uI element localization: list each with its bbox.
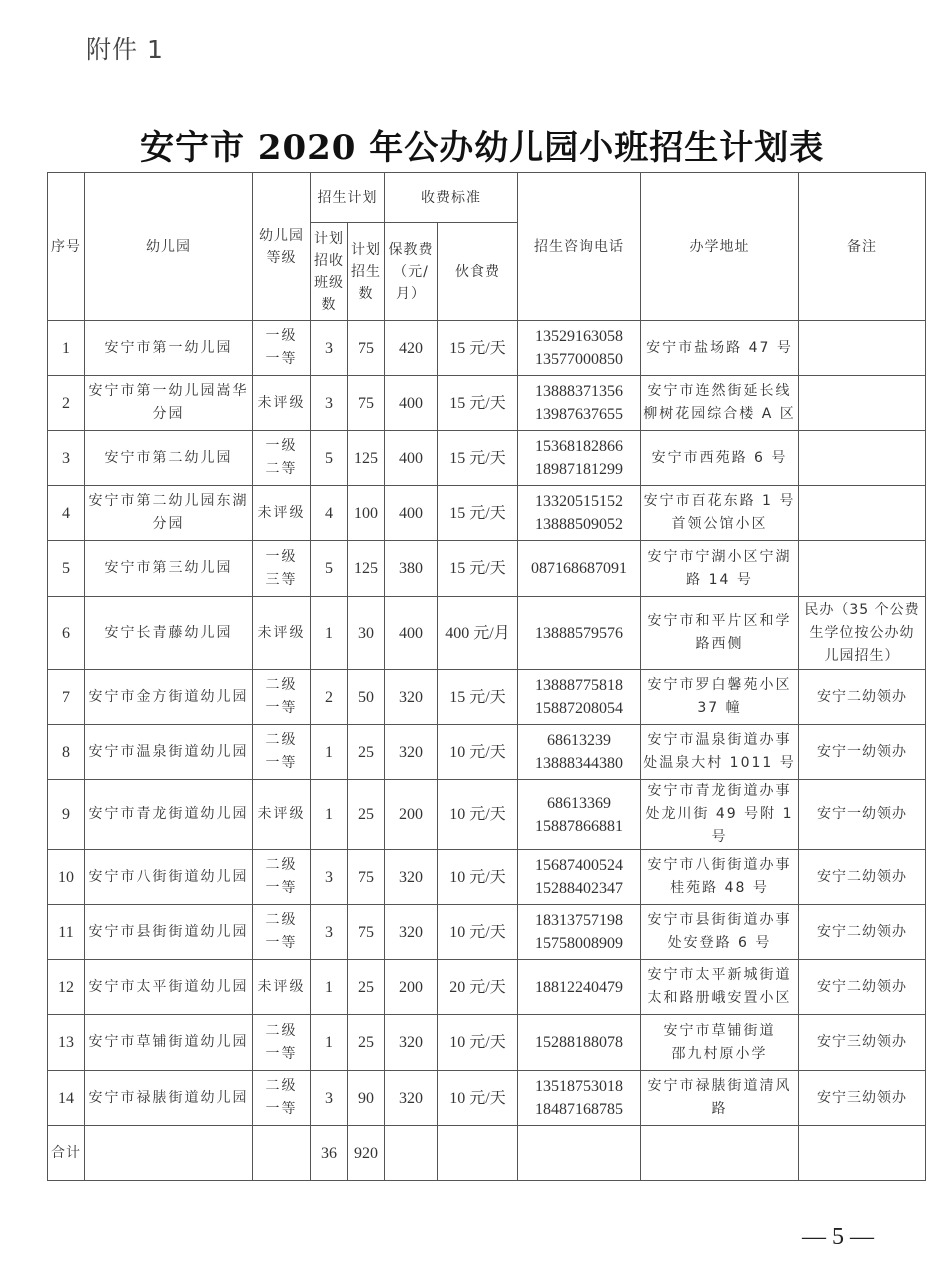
cell-kindergarten-name-line: 安宁市第三幼儿园 <box>104 560 233 576</box>
cell-address-line: 安宁市八街街道办事 <box>647 857 792 873</box>
cell-meal-fee: 20 元/天 <box>438 960 518 1015</box>
cell-address-line: 安宁市太平新城街道 <box>647 967 792 983</box>
header-plan-students <box>348 223 385 321</box>
table-body <box>48 321 926 1126</box>
total-empty <box>385 1126 438 1181</box>
total-empty <box>518 1126 641 1181</box>
cell-remark <box>799 1015 926 1071</box>
total-empty <box>641 1126 799 1181</box>
cell-grade-line: 一等 <box>265 880 298 896</box>
cell-grade-line: 一级 <box>265 548 298 565</box>
cell-care-fee: 420 <box>385 321 438 376</box>
cell-grade-line: 二等 <box>265 461 298 477</box>
cell-grade-line: 一等 <box>265 700 298 716</box>
cell-phone <box>518 486 641 541</box>
cell-phone-line: 18487168785 <box>535 1101 623 1118</box>
table-row <box>48 431 926 486</box>
header-fee-standard: 收费标准 <box>385 173 518 223</box>
cell-phone <box>518 541 641 597</box>
cell-phone <box>518 850 641 905</box>
cell-plan-classes: 5 <box>311 431 348 486</box>
cell-kindergarten-name-line: 安宁市金方街道幼儿园 <box>88 688 249 705</box>
cell-care-fee: 320 <box>385 725 438 780</box>
cell-phone <box>518 960 641 1015</box>
cell-grade-line: 二级 <box>265 1022 298 1039</box>
cell-grade-line: 二级 <box>265 732 298 748</box>
cell-kindergarten-name-line: 安宁市太平街道幼儿园 <box>88 978 249 995</box>
table-row <box>48 780 926 850</box>
table-row <box>48 960 926 1015</box>
cell-care-fee: 400 <box>385 376 438 431</box>
header-line: 数 <box>321 296 337 313</box>
cell-meal-fee: 15 元/天 <box>438 376 518 431</box>
cell-grade <box>253 670 311 725</box>
cell-plan-students: 125 <box>348 541 385 597</box>
header-line: 计划 <box>314 230 344 247</box>
cell-plan-classes: 5 <box>311 541 348 597</box>
cell-plan-students: 25 <box>348 960 385 1015</box>
cell-grade-line: 二级 <box>265 677 298 693</box>
cell-phone-line: 15288188078 <box>535 1034 623 1051</box>
cell-grade <box>253 1071 311 1126</box>
cell-kindergarten-name <box>85 670 253 725</box>
cell-plan-students: 25 <box>348 780 385 850</box>
cell-grade <box>253 431 311 486</box>
cell-phone <box>518 321 641 376</box>
cell-address-line: 安宁市罗白馨苑小区 <box>647 677 792 693</box>
cell-care-fee: 400 <box>385 597 438 670</box>
cell-address <box>641 376 799 431</box>
cell-grade-line: 未评级 <box>257 504 306 521</box>
cell-plan-classes: 1 <box>311 1015 348 1071</box>
cell-address <box>641 670 799 725</box>
cell-grade <box>253 850 311 905</box>
cell-address-line: 路 <box>711 1101 728 1117</box>
total-empty <box>438 1126 518 1181</box>
cell-address <box>641 1015 799 1071</box>
cell-address <box>641 850 799 905</box>
cell-grade-line: 未评级 <box>257 978 306 995</box>
cell-remark <box>799 780 926 850</box>
cell-address-line: 路 14 号 <box>686 571 753 588</box>
cell-address-line: 路西侧 <box>695 636 744 652</box>
cell-remark-line: 安宁一幼领办 <box>817 806 907 822</box>
cell-seq: 2 <box>48 376 85 431</box>
cell-grade <box>253 905 311 960</box>
page-title: 安宁市 2020 年公办幼儿园小班招生计划表 <box>140 128 825 168</box>
cell-meal-fee: 15 元/天 <box>438 486 518 541</box>
cell-kindergarten-name-line: 安宁市草铺街道幼儿园 <box>88 1034 249 1050</box>
cell-remark-line: 生学位按公办幼 <box>809 624 915 641</box>
table-row <box>48 905 926 960</box>
cell-care-fee: 320 <box>385 1015 438 1071</box>
cell-kindergarten-name <box>85 850 253 905</box>
cell-care-fee: 400 <box>385 486 438 541</box>
cell-kindergarten-name <box>85 541 253 597</box>
cell-address-line: 邵九村原小学 <box>671 1045 768 1062</box>
cell-grade <box>253 597 311 670</box>
cell-grade <box>253 541 311 597</box>
cell-address-line: 37 幢 <box>697 700 742 716</box>
cell-seq: 1 <box>48 321 85 376</box>
cell-kindergarten-name <box>85 431 253 486</box>
table-row <box>48 486 926 541</box>
header-meal-fee: 伙食费 <box>438 223 518 321</box>
cell-grade-line: 一等 <box>265 1045 298 1062</box>
cell-phone-line: 13888579576 <box>535 624 623 642</box>
cell-plan-classes: 3 <box>311 1071 348 1126</box>
cell-remark <box>799 725 926 780</box>
cell-plan-students: 90 <box>348 1071 385 1126</box>
cell-phone-line: 13577000850 <box>535 351 623 368</box>
cell-remark-line: 安宁二幼领办 <box>817 868 907 885</box>
cell-phone <box>518 905 641 960</box>
cell-phone-line: 15288402347 <box>535 880 623 897</box>
cell-meal-fee: 10 元/天 <box>438 780 518 850</box>
table-header <box>48 173 926 321</box>
cell-grade <box>253 1015 311 1071</box>
cell-kindergarten-name-line: 安宁市第一幼儿园嵩华 <box>88 383 249 399</box>
cell-remark <box>799 376 926 431</box>
cell-phone-line: 15887208054 <box>535 700 623 717</box>
cell-remark-line: 安宁三幼领办 <box>817 1034 907 1050</box>
cell-care-fee: 320 <box>385 670 438 725</box>
cell-phone-line: 18987181299 <box>535 461 623 478</box>
cell-plan-students: 75 <box>348 905 385 960</box>
cell-plan-classes: 1 <box>311 725 348 780</box>
cell-address-line: 柳树花园综合楼 A 区 <box>643 406 796 422</box>
cell-remark-line: 儿园招生） <box>824 647 900 664</box>
cell-phone-line: 68613369 <box>547 794 611 812</box>
table-row <box>48 725 926 780</box>
cell-kindergarten-name-line: 安宁市第二幼儿园 <box>104 449 233 466</box>
cell-remark-line: 安宁三幼领办 <box>817 1089 907 1106</box>
cell-care-fee: 320 <box>385 1071 438 1126</box>
cell-plan-students: 30 <box>348 597 385 670</box>
cell-grade <box>253 321 311 376</box>
cell-phone-line: 087168687091 <box>531 560 627 577</box>
cell-plan-classes: 3 <box>311 376 348 431</box>
cell-remark <box>799 670 926 725</box>
header-grade-line: 幼儿园 <box>259 227 304 244</box>
cell-grade <box>253 376 311 431</box>
total-empty <box>799 1126 926 1181</box>
cell-grade-line: 一等 <box>265 1101 298 1117</box>
cell-phone-line: 13320515152 <box>535 493 623 510</box>
cell-address <box>641 1071 799 1126</box>
cell-remark-line: 安宁二幼领办 <box>817 923 907 940</box>
cell-grade-line: 二级 <box>265 857 298 873</box>
cell-address-line: 安宁市宁湖小区宁湖 <box>647 548 792 565</box>
cell-remark <box>799 541 926 597</box>
cell-kindergarten-name-line: 安宁长青藤幼儿园 <box>104 624 233 641</box>
cell-plan-classes: 1 <box>311 780 348 850</box>
cell-grade-line: 三等 <box>265 571 298 588</box>
cell-care-fee: 320 <box>385 850 438 905</box>
cell-address-line: 安宁市温泉街道办事 <box>647 732 792 748</box>
header-phone: 招生咨询电话 <box>518 173 641 321</box>
cell-care-fee: 320 <box>385 905 438 960</box>
cell-seq: 13 <box>48 1015 85 1071</box>
cell-plan-students: 50 <box>348 670 385 725</box>
header-kindergarten: 幼儿园 <box>85 173 253 321</box>
cell-remark-line: 安宁一幼领办 <box>817 743 907 760</box>
cell-address <box>641 486 799 541</box>
table-row <box>48 597 926 670</box>
cell-address-line: 安宁市百花东路 1 号 <box>643 493 796 509</box>
header-line: 计划 <box>351 241 381 258</box>
cell-phone-line: 13987637655 <box>535 406 623 423</box>
cell-meal-fee: 400 元/月 <box>438 597 518 670</box>
cell-grade <box>253 960 311 1015</box>
cell-phone <box>518 597 641 670</box>
cell-care-fee: 200 <box>385 960 438 1015</box>
cell-address-line: 安宁市县街街道办事 <box>647 912 792 928</box>
cell-kindergarten-name <box>85 486 253 541</box>
cell-plan-students: 75 <box>348 321 385 376</box>
header-line: 月） <box>396 285 426 302</box>
cell-phone-line: 18812240479 <box>535 978 623 996</box>
cell-address-line: 太和路册峨安置小区 <box>647 990 792 1006</box>
cell-plan-classes: 2 <box>311 670 348 725</box>
cell-address-line: 处安登路 6 号 <box>667 935 772 951</box>
cell-address-line: 处温泉大村 1011 号 <box>643 755 796 771</box>
cell-phone-line: 13888775818 <box>535 677 623 694</box>
cell-address <box>641 905 799 960</box>
cell-seq: 12 <box>48 960 85 1015</box>
total-label: 合计 <box>48 1126 85 1181</box>
cell-kindergarten-name <box>85 960 253 1015</box>
cell-plan-students: 25 <box>348 1015 385 1071</box>
total-classes: 36 <box>311 1126 348 1181</box>
cell-address <box>641 780 799 850</box>
cell-remark <box>799 1071 926 1126</box>
header-line: 班级 <box>314 274 344 291</box>
cell-kindergarten-name-line: 分园 <box>152 516 185 532</box>
cell-address-line: 桂苑路 48 号 <box>670 880 769 896</box>
cell-address <box>641 960 799 1015</box>
cell-grade-line: 一等 <box>265 351 298 367</box>
cell-address-line: 安宁市和平片区和学 <box>647 613 792 629</box>
cell-kindergarten-name-line: 安宁市八街街道幼儿园 <box>88 868 249 885</box>
header-line: 数 <box>358 285 374 302</box>
cell-address-line: 处龙川街 49 号附 1 号 <box>645 806 794 845</box>
cell-seq: 14 <box>48 1071 85 1126</box>
cell-seq: 9 <box>48 780 85 850</box>
cell-care-fee: 200 <box>385 780 438 850</box>
cell-grade <box>253 780 311 850</box>
cell-phone-line: 13888371356 <box>535 383 623 400</box>
cell-seq: 6 <box>48 597 85 670</box>
header-address: 办学地址 <box>641 173 799 321</box>
cell-kindergarten-name <box>85 1071 253 1126</box>
cell-meal-fee: 10 元/天 <box>438 1071 518 1126</box>
cell-phone-line: 13888509052 <box>535 516 623 533</box>
cell-grade-line: 二级 <box>265 912 298 928</box>
cell-address-line: 安宁市连然街延长线 <box>647 383 792 399</box>
cell-care-fee: 400 <box>385 431 438 486</box>
cell-phone-line: 15887866881 <box>535 817 623 835</box>
cell-kindergarten-name-line: 安宁市温泉街道幼儿园 <box>88 743 249 760</box>
cell-phone <box>518 1015 641 1071</box>
cell-seq: 8 <box>48 725 85 780</box>
cell-phone-line: 15687400524 <box>535 857 623 874</box>
cell-phone-line: 18313757198 <box>535 912 623 929</box>
cell-kindergarten-name-line: 分园 <box>152 406 185 422</box>
header-enroll-plan: 招生计划 <box>311 173 385 223</box>
attachment-label: 附件 1 <box>86 35 164 64</box>
cell-remark <box>799 486 926 541</box>
cell-meal-fee: 10 元/天 <box>438 850 518 905</box>
cell-remark <box>799 850 926 905</box>
cell-grade-line: 一等 <box>265 755 298 771</box>
cell-plan-classes: 3 <box>311 905 348 960</box>
cell-plan-classes: 3 <box>311 850 348 905</box>
cell-remark-line: 安宁二幼领办 <box>817 978 907 995</box>
cell-grade-line: 一等 <box>265 935 298 951</box>
table-row <box>48 670 926 725</box>
cell-plan-students: 25 <box>348 725 385 780</box>
cell-plan-classes: 3 <box>311 321 348 376</box>
cell-grade-line: 一级 <box>265 438 298 454</box>
cell-address <box>641 725 799 780</box>
cell-plan-students: 125 <box>348 431 385 486</box>
cell-meal-fee: 15 元/天 <box>438 670 518 725</box>
cell-kindergarten-name <box>85 1015 253 1071</box>
cell-kindergarten-name <box>85 376 253 431</box>
cell-seq: 3 <box>48 431 85 486</box>
cell-kindergarten-name-line: 安宁市禄脿街道幼儿园 <box>88 1089 249 1106</box>
table-row <box>48 321 926 376</box>
cell-address-line: 安宁市禄脿街道清风 <box>647 1078 792 1094</box>
cell-meal-fee: 10 元/天 <box>438 1015 518 1071</box>
cell-meal-fee: 15 元/天 <box>438 431 518 486</box>
cell-kindergarten-name-line: 安宁市第一幼儿园 <box>104 339 233 356</box>
cell-remark-line: 民办（35 个公费 <box>804 601 920 618</box>
cell-phone <box>518 780 641 850</box>
cell-grade-line: 未评级 <box>257 806 306 822</box>
cell-seq: 5 <box>48 541 85 597</box>
cell-meal-fee: 15 元/天 <box>438 321 518 376</box>
header-remark: 备注 <box>799 173 926 321</box>
cell-grade <box>253 725 311 780</box>
cell-phone <box>518 376 641 431</box>
header-grade-line: 等级 <box>266 249 297 266</box>
table-row <box>48 1071 926 1126</box>
cell-address-line: 安宁市青龙街道办事 <box>647 783 792 799</box>
header-plan-classes <box>311 223 348 321</box>
cell-meal-fee: 10 元/天 <box>438 905 518 960</box>
table-row <box>48 541 926 597</box>
cell-plan-students: 75 <box>348 376 385 431</box>
cell-plan-classes: 1 <box>311 597 348 670</box>
cell-kindergarten-name <box>85 725 253 780</box>
cell-care-fee: 380 <box>385 541 438 597</box>
cell-phone-line: 15368182866 <box>535 438 623 455</box>
total-students: 920 <box>348 1126 385 1181</box>
total-empty <box>253 1126 311 1181</box>
cell-remark-line: 安宁二幼领办 <box>817 688 907 705</box>
cell-kindergarten-name-line: 安宁市青龙街道幼儿园 <box>88 806 249 822</box>
cell-grade-line: 未评级 <box>257 624 306 641</box>
cell-kindergarten-name <box>85 780 253 850</box>
header-seq: 序号 <box>48 173 85 321</box>
cell-phone-line: 13529163058 <box>535 328 623 345</box>
cell-meal-fee: 10 元/天 <box>438 725 518 780</box>
cell-address <box>641 597 799 670</box>
cell-kindergarten-name-line: 安宁市第二幼儿园东湖 <box>88 493 249 509</box>
cell-address-line: 安宁市西苑路 6 号 <box>651 449 788 466</box>
cell-address-line: 首领公馆小区 <box>671 516 768 532</box>
cell-address <box>641 321 799 376</box>
header-grade <box>253 173 311 321</box>
total-row <box>48 1126 926 1181</box>
cell-remark <box>799 431 926 486</box>
cell-phone <box>518 670 641 725</box>
cell-remark <box>799 905 926 960</box>
table-row <box>48 1015 926 1071</box>
cell-phone-line: 13518753018 <box>535 1078 623 1095</box>
cell-kindergarten-name <box>85 597 253 670</box>
cell-kindergarten-name <box>85 321 253 376</box>
page-number: — 5 — <box>802 1224 874 1250</box>
cell-kindergarten-name-line: 安宁市县街街道幼儿园 <box>88 923 249 940</box>
cell-address-line: 安宁市盐场路 47 号 <box>646 339 793 356</box>
cell-address-line: 安宁市草铺街道 <box>663 1022 776 1039</box>
cell-seq: 11 <box>48 905 85 960</box>
cell-plan-classes: 1 <box>311 960 348 1015</box>
cell-phone-line: 13888344380 <box>535 755 623 772</box>
cell-remark <box>799 960 926 1015</box>
cell-plan-students: 75 <box>348 850 385 905</box>
total-empty <box>85 1126 253 1181</box>
enrollment-plan-table <box>47 172 926 1181</box>
table-row <box>48 850 926 905</box>
cell-kindergarten-name <box>85 905 253 960</box>
table-row <box>48 376 926 431</box>
cell-phone <box>518 725 641 780</box>
header-line: 保教费 <box>388 241 434 258</box>
cell-grade-line: 一级 <box>265 328 298 344</box>
cell-plan-students: 100 <box>348 486 385 541</box>
cell-seq: 10 <box>48 850 85 905</box>
cell-phone <box>518 431 641 486</box>
cell-address <box>641 431 799 486</box>
cell-meal-fee: 15 元/天 <box>438 541 518 597</box>
cell-remark <box>799 597 926 670</box>
header-care-fee <box>385 223 438 321</box>
cell-grade-line: 二级 <box>265 1078 298 1094</box>
cell-grade-line: 未评级 <box>257 394 306 411</box>
cell-phone <box>518 1071 641 1126</box>
cell-seq: 4 <box>48 486 85 541</box>
header-line: 招生 <box>351 263 381 280</box>
cell-phone-line: 68613239 <box>547 732 611 749</box>
header-line: （元/ <box>393 263 429 280</box>
cell-seq: 7 <box>48 670 85 725</box>
cell-remark <box>799 321 926 376</box>
cell-address <box>641 541 799 597</box>
header-line: 招收 <box>314 252 344 269</box>
cell-phone-line: 15758008909 <box>535 935 623 952</box>
cell-plan-classes: 4 <box>311 486 348 541</box>
cell-grade <box>253 486 311 541</box>
